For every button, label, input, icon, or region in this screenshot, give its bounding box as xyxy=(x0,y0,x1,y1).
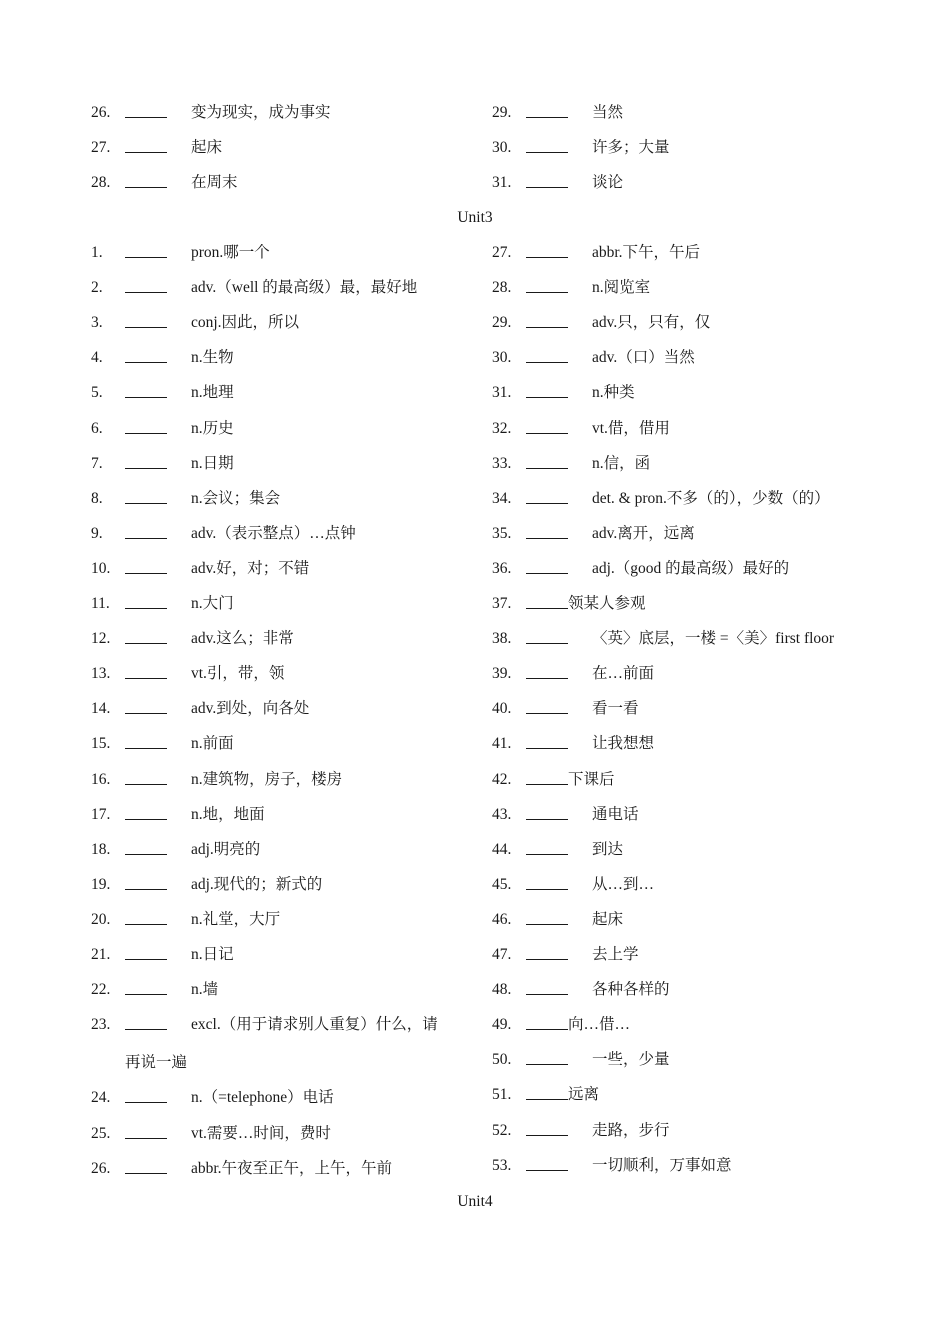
item-meaning-wrap: 再说一遍 xyxy=(125,1054,188,1072)
item-meaning: 〈英〉底层，一楼 =〈美〉first floor xyxy=(592,630,835,648)
answer-blank[interactable] xyxy=(526,243,568,258)
item-number: 41. xyxy=(492,735,512,753)
item-meaning: 一些，少量 xyxy=(592,1051,670,1069)
answer-blank[interactable] xyxy=(125,770,167,785)
item-meaning: 去上学 xyxy=(592,946,639,963)
item-meaning: adv.（口）当然 xyxy=(592,349,695,367)
item-meaning: 远离 xyxy=(568,1086,600,1104)
item-number: 20. xyxy=(91,910,111,928)
item-meaning: n.日记 xyxy=(191,946,234,963)
answer-blank[interactable] xyxy=(125,805,167,820)
answer-blank[interactable] xyxy=(526,840,568,855)
item-meaning: n.大门 xyxy=(191,595,234,612)
item-number: 45. xyxy=(492,875,512,893)
unit3-heading: Unit3 xyxy=(457,209,493,226)
answer-blank[interactable] xyxy=(125,138,167,153)
answer-blank[interactable] xyxy=(125,629,167,644)
item-number: 37. xyxy=(492,595,512,612)
answer-blank[interactable] xyxy=(526,419,568,434)
item-number: 26. xyxy=(91,1159,111,1177)
answer-blank[interactable] xyxy=(526,1015,568,1030)
item-meaning: 一切顺利，万事如意 xyxy=(592,1156,732,1174)
item-number: 25. xyxy=(91,1124,111,1142)
item-meaning: 到达 xyxy=(592,840,624,858)
item-number: 46. xyxy=(492,910,512,928)
answer-blank[interactable] xyxy=(125,278,167,293)
answer-blank[interactable] xyxy=(526,348,568,363)
item-number: 26. xyxy=(91,104,111,121)
answer-blank[interactable] xyxy=(125,734,167,749)
item-meaning: n.（=telephone）电话 xyxy=(191,1089,334,1107)
answer-blank[interactable] xyxy=(526,559,568,574)
item-number: 7. xyxy=(91,454,103,472)
item-number: 47. xyxy=(492,946,512,963)
item-number: 36. xyxy=(492,559,512,577)
item-number: 27. xyxy=(91,139,111,157)
answer-blank[interactable] xyxy=(526,805,568,820)
answer-blank[interactable] xyxy=(125,840,167,855)
answer-blank[interactable] xyxy=(526,278,568,293)
item-number: 43. xyxy=(492,805,512,823)
answer-blank[interactable] xyxy=(526,1121,568,1136)
item-number: 4. xyxy=(91,349,103,367)
item-number: 34. xyxy=(492,489,512,507)
item-meaning: n.种类 xyxy=(592,384,635,402)
item-number: 15. xyxy=(91,735,111,753)
answer-blank[interactable] xyxy=(125,664,167,679)
item-meaning: excl.（用于请求别人重复）什么，请 xyxy=(191,1016,438,1034)
answer-blank[interactable] xyxy=(125,419,167,434)
item-meaning: 变为现实，成为事实 xyxy=(191,104,331,121)
item-number: 49. xyxy=(492,1016,512,1034)
item-number: 9. xyxy=(91,524,103,542)
item-meaning: 起床 xyxy=(592,910,624,928)
item-number: 32. xyxy=(492,419,512,437)
item-number: 33. xyxy=(492,454,512,472)
item-meaning: n.日期 xyxy=(191,454,234,472)
answer-blank[interactable] xyxy=(125,699,167,714)
item-number: 35. xyxy=(492,524,512,542)
item-number: 3. xyxy=(91,314,103,332)
answer-blank[interactable] xyxy=(526,1050,568,1065)
answer-blank[interactable] xyxy=(125,454,167,469)
item-number: 18. xyxy=(91,840,111,858)
item-number: 31. xyxy=(492,384,512,402)
item-number: 23. xyxy=(91,1016,111,1034)
answer-blank[interactable] xyxy=(526,770,568,785)
answer-blank[interactable] xyxy=(125,875,167,890)
item-number: 39. xyxy=(492,665,512,683)
item-number: 12. xyxy=(91,630,111,648)
item-meaning: adv.只，只有，仅 xyxy=(592,314,711,332)
item-number: 28. xyxy=(91,174,111,192)
answer-blank[interactable] xyxy=(125,980,167,995)
item-number: 10. xyxy=(91,559,111,577)
item-meaning: 在…前面 xyxy=(592,665,655,683)
answer-blank[interactable] xyxy=(526,629,568,644)
item-number: 22. xyxy=(91,981,111,999)
item-meaning: det. & pron.不多（的），少数（的） xyxy=(592,489,830,507)
answer-blank[interactable] xyxy=(526,138,568,153)
answer-blank[interactable] xyxy=(526,313,568,328)
answer-blank[interactable] xyxy=(125,1124,167,1139)
item-meaning: 看一看 xyxy=(592,700,639,718)
item-number: 17. xyxy=(91,805,111,823)
item-meaning: adj.现代的；新式的 xyxy=(191,875,323,893)
item-number: 19. xyxy=(91,875,111,893)
item-meaning: abbr.午夜至正午，上午，午前 xyxy=(191,1159,393,1177)
item-number: 24. xyxy=(91,1089,111,1107)
item-meaning: pron.哪一个 xyxy=(191,244,270,261)
answer-blank[interactable] xyxy=(526,980,568,995)
item-number: 40. xyxy=(492,700,512,718)
item-meaning: 各种各样的 xyxy=(592,981,670,999)
item-meaning: 许多；大量 xyxy=(592,139,670,157)
item-meaning: vt.需要…时间，费时 xyxy=(191,1124,331,1142)
item-number: 31. xyxy=(492,174,512,192)
answer-blank[interactable] xyxy=(526,1085,568,1100)
item-meaning: 谈论 xyxy=(592,174,624,192)
item-meaning: 下课后 xyxy=(568,770,615,788)
item-number: 27. xyxy=(492,244,512,261)
answer-blank[interactable] xyxy=(526,103,568,118)
item-meaning: 当然 xyxy=(592,104,624,121)
item-meaning: adj.明亮的 xyxy=(191,840,261,858)
item-number: 30. xyxy=(492,349,512,367)
item-meaning: adv.（表示整点）…点钟 xyxy=(191,524,356,542)
item-number: 8. xyxy=(91,489,103,507)
item-meaning: n.前面 xyxy=(191,735,234,753)
answer-blank[interactable] xyxy=(526,524,568,539)
item-meaning: 从…到… xyxy=(592,875,655,893)
answer-blank[interactable] xyxy=(125,945,167,960)
item-meaning: n.历史 xyxy=(191,419,234,437)
answer-blank[interactable] xyxy=(125,243,167,258)
item-number: 1. xyxy=(91,244,103,261)
item-number: 28. xyxy=(492,279,512,297)
answer-blank[interactable] xyxy=(526,910,568,925)
answer-blank[interactable] xyxy=(526,1156,568,1171)
item-meaning: n.会议；集会 xyxy=(191,489,281,507)
answer-blank[interactable] xyxy=(526,664,568,679)
item-number: 48. xyxy=(492,981,512,999)
item-meaning: vt.借，借用 xyxy=(592,419,670,437)
item-number: 29. xyxy=(492,104,512,121)
answer-blank[interactable] xyxy=(526,454,568,469)
item-number: 44. xyxy=(492,840,512,858)
item-meaning: vt.引，带，领 xyxy=(191,665,285,683)
item-meaning: 走路，步行 xyxy=(592,1121,670,1139)
item-number: 2. xyxy=(91,279,103,297)
item-meaning: conj.因此，所以 xyxy=(191,314,300,332)
item-number: 21. xyxy=(91,946,111,963)
item-number: 53. xyxy=(492,1156,512,1174)
unit4-heading: Unit4 xyxy=(457,1193,493,1210)
item-meaning: adv.离开，远离 xyxy=(592,524,695,542)
item-meaning: 向…借… xyxy=(568,1016,631,1034)
item-meaning: n.生物 xyxy=(191,349,234,367)
item-meaning: 起床 xyxy=(191,139,223,157)
item-meaning: adj.（good 的最高级）最好的 xyxy=(592,559,790,577)
item-meaning: adv.这么；非常 xyxy=(191,630,294,648)
item-meaning: n.建筑物，房子，楼房 xyxy=(191,770,343,788)
answer-blank[interactable] xyxy=(526,875,568,890)
item-meaning: n.信，函 xyxy=(592,454,651,472)
answer-blank[interactable] xyxy=(125,524,167,539)
answer-blank[interactable] xyxy=(125,489,167,504)
item-meaning: 领某人参观 xyxy=(568,595,646,612)
item-number: 6. xyxy=(91,419,103,437)
answer-blank[interactable] xyxy=(125,173,167,188)
answer-blank[interactable] xyxy=(125,910,167,925)
item-meaning: 通电话 xyxy=(592,805,639,823)
item-number: 13. xyxy=(91,665,111,683)
item-number: 38. xyxy=(492,630,512,648)
item-meaning: n.阅览室 xyxy=(592,279,651,297)
item-number: 16. xyxy=(91,770,111,788)
answer-blank[interactable] xyxy=(125,348,167,363)
item-number: 29. xyxy=(492,314,512,332)
answer-blank[interactable] xyxy=(526,173,568,188)
answer-blank[interactable] xyxy=(125,594,167,609)
answer-blank[interactable] xyxy=(125,313,167,328)
item-meaning: adv.（well 的最高级）最，最好地 xyxy=(191,279,418,297)
answer-blank[interactable] xyxy=(526,489,568,504)
item-meaning: abbr.下午，午后 xyxy=(592,244,701,261)
answer-blank[interactable] xyxy=(125,559,167,574)
item-number: 30. xyxy=(492,139,512,157)
answer-blank[interactable] xyxy=(526,734,568,749)
answer-blank[interactable] xyxy=(526,383,568,398)
answer-blank[interactable] xyxy=(125,1159,167,1174)
item-meaning: n.礼堂，大厅 xyxy=(191,910,281,928)
answer-blank[interactable] xyxy=(526,594,568,609)
item-number: 52. xyxy=(492,1121,512,1139)
answer-blank[interactable] xyxy=(526,699,568,714)
answer-blank[interactable] xyxy=(125,103,167,118)
item-meaning: adv.到处，向各处 xyxy=(191,700,310,718)
item-meaning: 在周末 xyxy=(191,174,238,192)
answer-blank[interactable] xyxy=(125,1015,167,1030)
item-number: 5. xyxy=(91,384,103,402)
item-number: 11. xyxy=(91,595,110,612)
answer-blank[interactable] xyxy=(125,1088,167,1103)
item-number: 14. xyxy=(91,700,111,718)
item-meaning: 让我想想 xyxy=(592,735,655,753)
item-meaning: n.地理 xyxy=(191,384,234,402)
answer-blank[interactable] xyxy=(125,383,167,398)
item-meaning: n.墙 xyxy=(191,981,219,999)
item-number: 42. xyxy=(492,770,512,788)
item-meaning: n.地，地面 xyxy=(191,805,265,823)
item-number: 51. xyxy=(492,1086,512,1104)
item-number: 50. xyxy=(492,1051,512,1069)
item-meaning: adv.好，对；不错 xyxy=(191,559,310,577)
answer-blank[interactable] xyxy=(526,945,568,960)
